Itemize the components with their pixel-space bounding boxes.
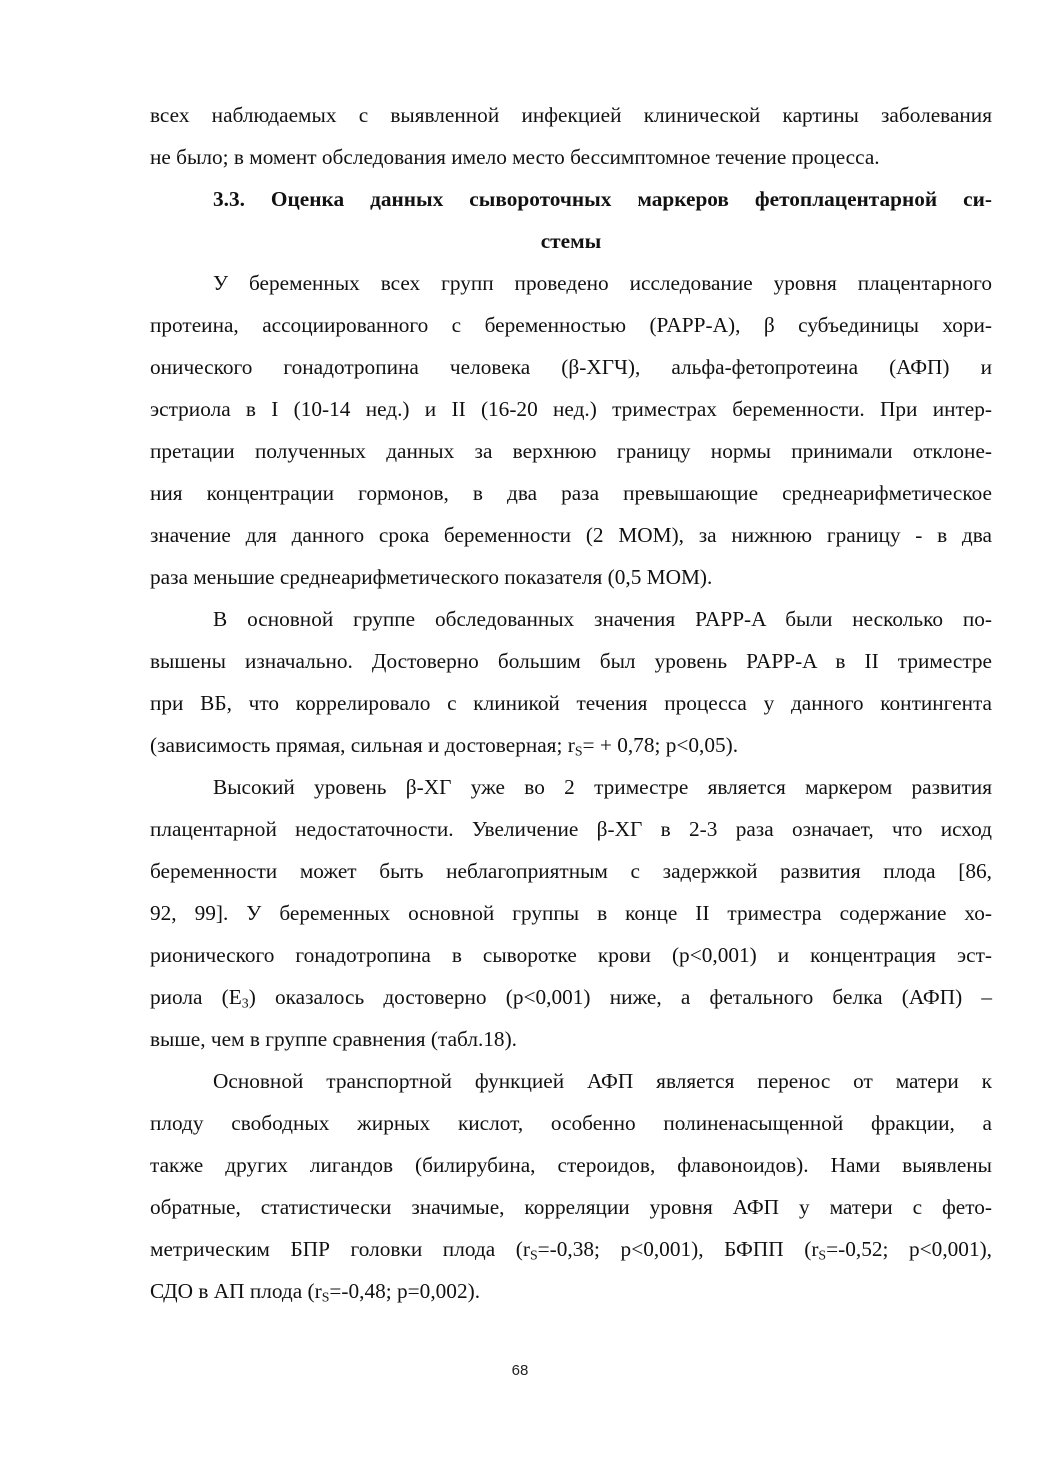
paragraph-line: метрическим БПР головки плода ($r_S=-0,38$; p<0,001), БФПП ($r_S=-0,52$; p<0,001), — [150, 1237, 993, 1263]
text-line: не было; в момент обследования имело место бессимптомное течение процесса. — [150, 145, 880, 169]
page-number: 68 — [511, 1362, 529, 1379]
paragraph-line: 92, 99]. У беременных основной группы в конце II триместра содержание хо- — [150, 901, 992, 925]
paragraph-line: значение для данного срока беременности (2 МОМ), за нижнюю границу - в два — [150, 523, 992, 547]
paragraph-line: выше, чем в группе сравнения (табл.18). — [150, 1027, 517, 1051]
paragraph-line: обратные, статистически значимые, корреляции уровня АФП у матери с фето- — [150, 1195, 992, 1219]
paragraph-line: Высокий уровень β-ХГ уже во 2 триместре является маркером развития — [213, 775, 992, 799]
paragraph-line: У беременных всех групп проведено исследование уровня плацентарного — [213, 271, 992, 295]
paragraph-line: рионического гонадотропина в сыворотке крови (p<0,001) и концентрация эст- — [150, 943, 992, 967]
paragraph-line: эстриола в I (10-14 нед.) и II (16-20 нед.) триместрах беременности. При интер- — [150, 397, 992, 421]
paragraph-line: раза меньшие среднеарифметического показателя (0,5 МОМ). — [150, 565, 713, 589]
document-page — [150, 94, 992, 1312]
text-line: всех наблюдаемых с выявленной инфекцией клинической картины заболевания — [150, 103, 992, 127]
paragraph-line: плоду свободных жирных кислот, особенно полиненасыщенной фракции, а — [150, 1111, 992, 1135]
paragraph-line: ния концентрации гормонов, в два раза превышающие среднеарифметическое — [150, 481, 992, 505]
paragraph-line: плацентарной недостаточности. Увеличение β-ХГ в 2-3 раза означает, что исход — [150, 817, 992, 841]
paragraph-line: Основной транспортной функцией АФП является перенос от матери к — [213, 1069, 992, 1093]
paragraph-line: претации полученных данных за верхнюю границу нормы принимали отклоне- — [150, 439, 992, 463]
paragraph-line: СДО в АП плода ($r_S=-0,48$; p=0,002). — [150, 1279, 481, 1305]
section-heading: 3.3. Оценка данных сывороточных маркеров фетоплацентарной си- — [213, 187, 992, 211]
paragraph-line: протеина, ассоциированного с беременностью (PAPP-A), β субъединицы хори- — [150, 313, 992, 337]
section-heading-continuation: стемы — [540, 229, 602, 253]
paragraph-line: вышены изначально. Достоверно большим был уровень PAPP-A в II триместре — [150, 649, 992, 673]
paragraph-line: риола $(Е_3)$ оказалось достоверно (p<0,001) ниже, а фетального белка (АФП) – — [150, 985, 993, 1011]
paragraph-line: (зависимость прямая, сильная и достоверная; $r_S= + 0,78$; p<0,05). — [150, 733, 739, 759]
paragraph-line: беременности может быть неблагоприятным с задержкой развития плода [86, — [150, 859, 992, 883]
paragraph-line: онического гонадотропина человека (β-ХГЧ), альфа-фетопротеина (АФП) и — [150, 355, 992, 379]
paragraph-line: В основной группе обследованных значения PAPP-A были несколько по- — [213, 607, 992, 631]
paragraph-line: также других лигандов (билирубина, стероидов, флавоноидов). Нами выявлены — [150, 1153, 992, 1177]
paragraph-line: при ВБ, что коррелировало с клиникой течения процесса у данного контингента — [150, 691, 992, 715]
